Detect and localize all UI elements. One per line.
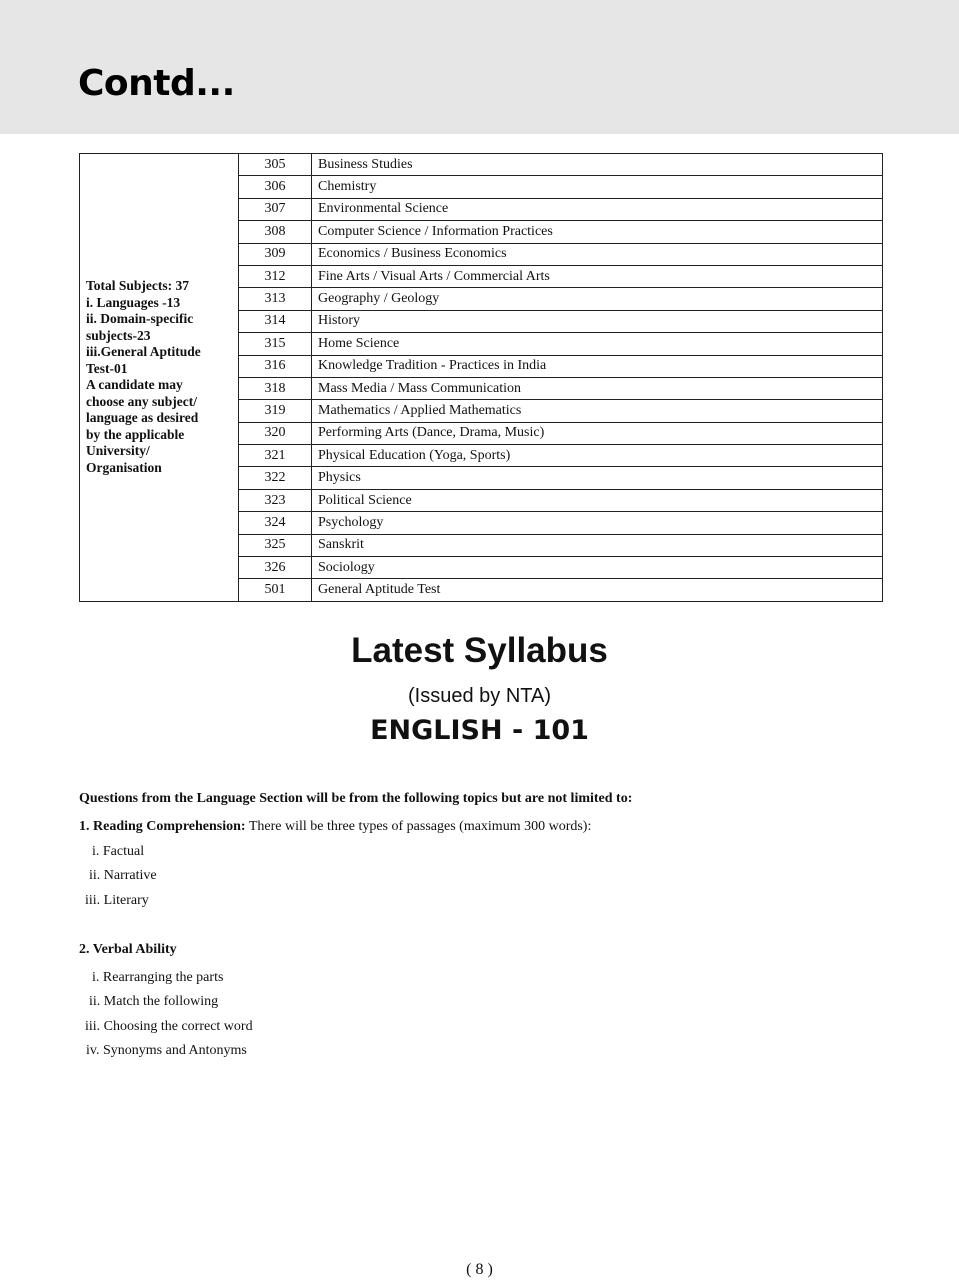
list-item: iii. Literary	[85, 893, 149, 908]
subject-code: 322	[239, 467, 312, 489]
section-reading-comprehension	[79, 820, 591, 834]
summary-line: iii.General Aptitude	[86, 344, 201, 360]
subject-code: 319	[239, 400, 312, 422]
summary-line: Organisation	[86, 459, 162, 475]
subjects-summary	[80, 154, 239, 602]
page-number: ( 8 )	[466, 1261, 493, 1278]
subject-name: Computer Science / Information Practices	[312, 221, 883, 243]
section-heading: 1. Reading Comprehension:	[79, 819, 246, 834]
syllabus-subject: ENGLISH - 101	[370, 715, 589, 746]
summary-line: subjects-23	[86, 327, 151, 343]
summary-line: language as desired	[86, 410, 199, 426]
subject-name: Environmental Science	[312, 198, 883, 220]
subject-code: 309	[239, 243, 312, 265]
subject-code: 320	[239, 422, 312, 444]
subject-name: Economics / Business Economics	[312, 243, 883, 265]
subject-code: 314	[239, 310, 312, 332]
subject-code: 312	[239, 265, 312, 287]
syllabus-title: Latest Syllabus	[351, 631, 608, 670]
subject-name: Sociology	[312, 557, 883, 579]
list-item: iii. Choosing the correct word	[85, 1019, 253, 1034]
subject-code: 316	[239, 355, 312, 377]
subject-code: 325	[239, 534, 312, 556]
summary-line: choose any subject/	[86, 393, 197, 409]
table-row	[80, 154, 883, 176]
summary-line: by the applicable	[86, 426, 185, 442]
summary-line: Total Subjects: 37	[86, 278, 190, 294]
summary-line: Test-01	[86, 360, 128, 376]
subject-name: History	[312, 310, 883, 332]
subject-name: Mathematics / Applied Mathematics	[312, 400, 883, 422]
subject-name: Sanskrit	[312, 534, 883, 556]
subject-name: Fine Arts / Visual Arts / Commercial Arts	[312, 265, 883, 287]
subject-name: Business Studies	[312, 154, 883, 176]
subject-name: Physics	[312, 467, 883, 489]
subject-code: 324	[239, 512, 312, 534]
subject-code: 318	[239, 377, 312, 399]
subject-code: 307	[239, 198, 312, 220]
summary-line: ii. Domain-specific	[86, 311, 194, 327]
subject-name: Geography / Geology	[312, 288, 883, 310]
subject-name: Knowledge Tradition - Practices in India	[312, 355, 883, 377]
subject-code: 501	[239, 579, 312, 601]
section-text: There will be three types of passages (maximum 300 words):	[245, 819, 592, 834]
subject-code: 321	[239, 445, 312, 467]
list-item: i. Factual	[92, 844, 145, 859]
subject-name: Chemistry	[312, 176, 883, 198]
subject-name: Home Science	[312, 333, 883, 355]
subject-name: Mass Media / Mass Communication	[312, 377, 883, 399]
summary-line: A candidate may	[86, 377, 183, 393]
subject-name: Psychology	[312, 512, 883, 534]
subject-code: 308	[239, 221, 312, 243]
subject-name: Physical Education (Yoga, Sports)	[312, 445, 883, 467]
summary-line: University/	[86, 443, 150, 459]
subject-name: Political Science	[312, 489, 883, 511]
page-title: Contd...	[78, 63, 235, 104]
summary-line: i. Languages -13	[86, 294, 181, 310]
subject-name: General Aptitude Test	[312, 579, 883, 601]
list-item: ii. Narrative	[89, 868, 157, 883]
subject-table	[79, 153, 883, 602]
list-item: ii. Match the following	[89, 994, 219, 1009]
syllabus-issuer: (Issued by NTA)	[408, 685, 551, 707]
subject-code: 305	[239, 154, 312, 176]
subject-name: Performing Arts (Dance, Drama, Music)	[312, 422, 883, 444]
list-item: iv. Synonyms and Antonyms	[86, 1043, 247, 1058]
subject-code: 323	[239, 489, 312, 511]
subject-code: 306	[239, 176, 312, 198]
list-item: i. Rearranging the parts	[92, 970, 224, 985]
section-verbal-ability: 2. Verbal Ability	[79, 942, 177, 957]
syllabus-intro: Questions from the Language Section will be from the following topics but are not limited to:	[79, 791, 633, 806]
subject-code: 326	[239, 557, 312, 579]
subject-code: 313	[239, 288, 312, 310]
subject-code: 315	[239, 333, 312, 355]
